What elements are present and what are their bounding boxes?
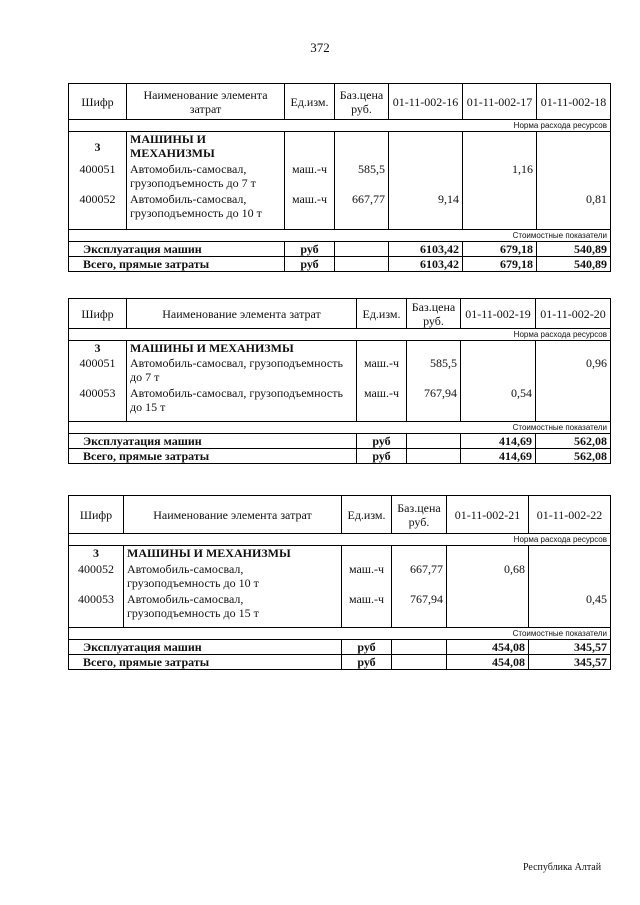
total-unit: руб (357, 434, 407, 449)
row-value: 0,45 (529, 592, 611, 628)
row-code: 400052 (69, 562, 124, 592)
row-value: 0,81 (537, 192, 611, 230)
row-name: Автомобиль-самосвал, грузоподъемность до 10 т (124, 562, 342, 592)
row-unit: маш.-ч (357, 356, 407, 386)
norm-caption: Норма расхода ресурсов (69, 120, 611, 132)
row-price: 767,94 (407, 386, 461, 422)
total-value: 6103,42 (389, 257, 463, 272)
row-name: Автомобиль-самосвал, грузоподъемность до 7 т (127, 162, 285, 192)
row-value (536, 386, 611, 422)
row-code: 400052 (69, 192, 127, 230)
header-col-2: 01-11-002-17 (463, 84, 537, 120)
total-unit: руб (342, 655, 392, 670)
total-value: 414,69 (461, 449, 536, 464)
row-value: 1,16 (463, 162, 537, 192)
total-label: Эксплуатация машин (69, 242, 285, 257)
table-row (69, 192, 611, 230)
header-name: Наименование элемента затрат (127, 299, 357, 329)
row-value (389, 162, 463, 192)
total-value: 414,69 (461, 434, 536, 449)
total-unit: руб (357, 449, 407, 464)
row-unit: маш.-ч (342, 592, 392, 628)
page-number: 372 (310, 40, 330, 55)
cost-caption: Стоимостные показатели (69, 628, 611, 640)
total-unit: руб (342, 640, 392, 655)
section-code: 3 (69, 341, 127, 356)
header-price: Баз.цена руб. (335, 84, 389, 120)
header-col-2: 01-11-002-20 (536, 299, 611, 329)
cost-table-3 (68, 495, 611, 670)
header-col-1: 01-11-002-16 (389, 84, 463, 120)
header-col-1: 01-11-002-19 (461, 299, 536, 329)
header-code: Шифр (69, 299, 127, 329)
total-row (69, 434, 611, 449)
total-value: 679,18 (463, 257, 537, 272)
row-value (463, 192, 537, 230)
total-value: 345,57 (529, 640, 611, 655)
section-title: МАШИНЫ И МЕХАНИЗМЫ (124, 546, 342, 562)
table-row (69, 162, 611, 192)
row-code: 400053 (69, 592, 124, 628)
header-col-1: 01-11-002-21 (447, 496, 529, 534)
total-row (69, 257, 611, 272)
header-code: Шифр (69, 496, 124, 534)
row-code: 400053 (69, 386, 127, 422)
row-unit: маш.-ч (342, 562, 392, 592)
header-price: Баз.цена руб. (407, 299, 461, 329)
total-value: 679,18 (463, 242, 537, 257)
header-name: Наименование элемента затрат (124, 496, 342, 534)
total-row (69, 242, 611, 257)
header-price: Баз.цена руб. (392, 496, 447, 534)
row-value (447, 592, 529, 628)
row-unit: маш.-ч (285, 192, 335, 230)
row-value (461, 356, 536, 386)
section-code: 3 (69, 546, 124, 562)
section-title: МАШИНЫ И МЕХАНИЗМЫ (127, 132, 285, 162)
cost-caption: Стоимостные показатели (69, 422, 611, 434)
section-row (69, 341, 611, 356)
row-price: 767,94 (392, 592, 447, 628)
total-value: 562,08 (536, 434, 611, 449)
row-name: Автомобиль-самосвал, грузоподъемность до 15 т (124, 592, 342, 628)
total-label: Эксплуатация машин (69, 434, 357, 449)
norm-caption: Норма расхода ресурсов (69, 534, 611, 546)
row-name: Автомобиль-самосвал, грузоподъемность до 7 т (127, 356, 357, 386)
table-row (69, 592, 611, 628)
total-value: 454,08 (447, 655, 529, 670)
table-header-row (69, 299, 611, 329)
row-price: 585,5 (335, 162, 389, 192)
row-unit: маш.-ч (285, 162, 335, 192)
header-col-2: 01-11-002-22 (529, 496, 611, 534)
total-unit: руб (285, 242, 335, 257)
row-value (529, 562, 611, 592)
section-title: МАШИНЫ И МЕХАНИЗМЫ (127, 341, 357, 356)
table-header-row (69, 84, 611, 120)
total-row (69, 449, 611, 464)
header-unit: Ед.изм. (342, 496, 392, 534)
total-value: 540,89 (537, 257, 611, 272)
cost-caption: Стоимостные показатели (69, 230, 611, 242)
total-row (69, 640, 611, 655)
total-label: Всего, прямые затраты (69, 655, 342, 670)
row-value: 9,14 (389, 192, 463, 230)
table-header-row (69, 496, 611, 534)
total-value: 562,08 (536, 449, 611, 464)
row-name: Автомобиль-самосвал, грузоподъемность до 15 т (127, 386, 357, 422)
row-value: 0,54 (461, 386, 536, 422)
cost-table-1 (68, 83, 611, 272)
total-row (69, 655, 611, 670)
header-name: Наименование элемента затрат (127, 84, 285, 120)
total-value: 454,08 (447, 640, 529, 655)
row-code: 400051 (69, 162, 127, 192)
row-unit: маш.-ч (357, 386, 407, 422)
total-label: Всего, прямые затраты (69, 257, 285, 272)
total-unit: руб (285, 257, 335, 272)
header-code: Шифр (69, 84, 127, 120)
total-label: Эксплуатация машин (69, 640, 342, 655)
footer-region: Республика Алтай (523, 862, 602, 873)
table-row (69, 356, 611, 386)
section-row (69, 132, 611, 162)
section-code: 3 (69, 132, 127, 162)
row-name: Автомобиль-самосвал, грузоподъемность до 10 т (127, 192, 285, 230)
row-price: 667,77 (335, 192, 389, 230)
table-row (69, 386, 611, 422)
row-value (537, 162, 611, 192)
header-col-3: 01-11-002-18 (537, 84, 611, 120)
total-value: 540,89 (537, 242, 611, 257)
row-value: 0,96 (536, 356, 611, 386)
row-price: 667,77 (392, 562, 447, 592)
header-unit: Ед.изм. (285, 84, 335, 120)
total-value: 6103,42 (389, 242, 463, 257)
norm-caption: Норма расхода ресурсов (69, 329, 611, 341)
section-row (69, 546, 611, 562)
row-code: 400051 (69, 356, 127, 386)
cost-table-2 (68, 298, 611, 464)
total-value: 345,57 (529, 655, 611, 670)
header-unit: Ед.изм. (357, 299, 407, 329)
row-value: 0,68 (447, 562, 529, 592)
row-price: 585,5 (407, 356, 461, 386)
table-row (69, 562, 611, 592)
total-label: Всего, прямые затраты (69, 449, 357, 464)
